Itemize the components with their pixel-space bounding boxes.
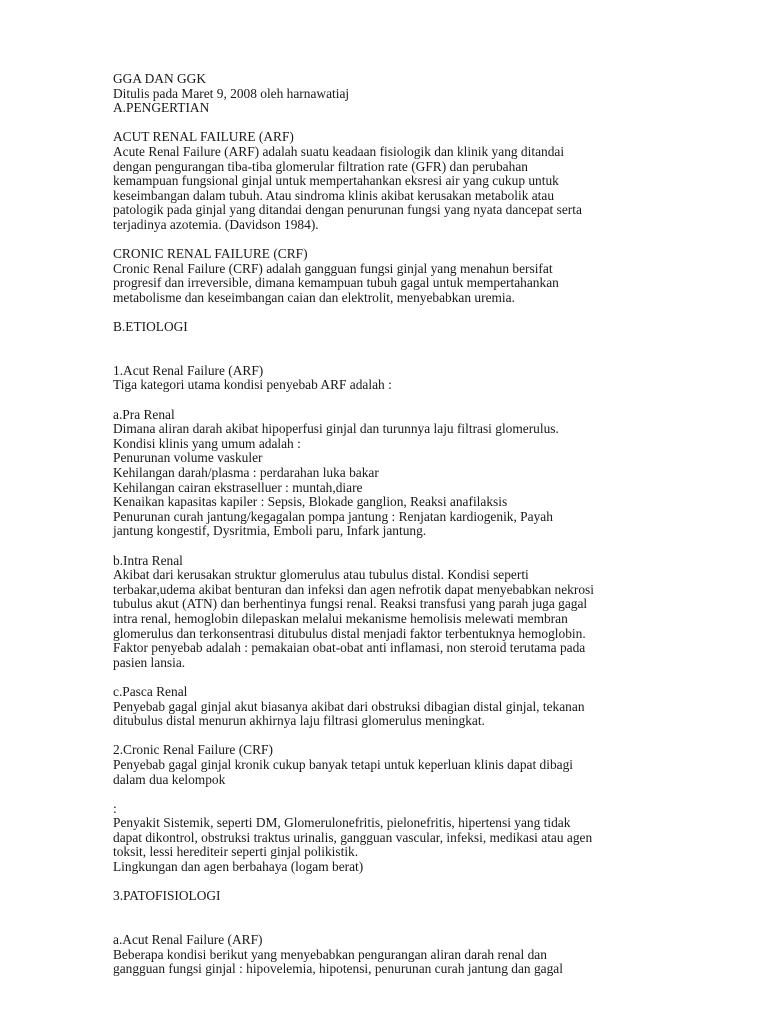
text-line: Penurunan volume vaskuler xyxy=(113,450,263,466)
text-line: keseimbangan dalam tubuh. Atau sindroma klinis akibat kerusakan metabolik atau xyxy=(113,187,555,203)
text-line xyxy=(113,335,653,350)
text-line: dapat dikontrol, obstruksi traktus urinalis, gangguan vascular, infeksi, medikasi atau agen xyxy=(113,829,593,845)
document-section xyxy=(113,743,653,889)
document-section xyxy=(113,889,653,933)
document-byline: Ditulis pada Maret 9, 2008 oleh harnawatiaj xyxy=(113,85,350,101)
text-line: Akibat dari kerusakan struktur glomerulus atau tubulus distal. Kondisi seperti xyxy=(113,567,529,583)
text-line: 2.Cronic Renal Failure (CRF) xyxy=(113,742,273,758)
document-section xyxy=(113,685,653,743)
text-line: patologik pada ginjal yang ditandai dengan penurunan fungsi yang nyata dancepat serta xyxy=(113,202,582,218)
text-line: : xyxy=(113,800,117,816)
text-line: 3.PATOFISIOLOGI xyxy=(113,888,221,904)
text-line: b.Intra Renal xyxy=(113,552,183,568)
text-line: dengan pengurangan tiba-tiba glomerular filtration rate (GFR) dan perubahan xyxy=(113,158,528,174)
text-line: Tiga kategori utama kondisi penyebab ARF adalah : xyxy=(113,377,392,393)
text-line: a.Acut Renal Failure (ARF) xyxy=(113,932,263,948)
document-page xyxy=(113,72,653,977)
text-line: Lingkungan dan agen berbahaya (logam berat) xyxy=(113,859,364,875)
text-line: Penurunan curah jantung/kegagalan pompa jantung : Renjatan kardiogenik, Payah xyxy=(113,508,553,524)
text-line: terbakar,udema akibat benturan dan infeksi dan agen nefrotik dapat menyebabkan nekrosi xyxy=(113,581,594,597)
text-line: terjadinya azotemia. (Davidson 1984). xyxy=(113,216,319,232)
text-line xyxy=(113,539,653,554)
text-line: intra renal, hemoglobin dilepaskan melalui mekanisme hemolisis melewati membran xyxy=(113,610,568,626)
text-line xyxy=(113,393,653,408)
text-line: ACUT RENAL FAILURE (ARF) xyxy=(113,129,294,145)
document-section xyxy=(113,101,653,130)
text-line xyxy=(113,904,653,919)
text-line: toksit, lessi herediteir seperti ginjal polikistik. xyxy=(113,844,359,860)
text-line xyxy=(113,729,653,744)
text-line: Kondisi klinis yang umum adalah : xyxy=(113,435,301,451)
text-line: gangguan fungsi ginjal : hipovelemia, hipotensi, penurunan curah jantung dan gagal xyxy=(113,961,563,977)
text-line: B.ETIOLOGI xyxy=(113,319,188,335)
document-body xyxy=(113,101,653,977)
text-line: A.PENGERTIAN xyxy=(113,100,210,116)
text-line: Dimana aliran darah akibat hipoperfusi ginjal dan turunnya laju filtrasi glomerulus. xyxy=(113,421,559,437)
text-line: 1.Acut Renal Failure (ARF) xyxy=(113,362,264,378)
text-line: Kehilangan cairan ekstraselluer : muntah,diare xyxy=(113,479,363,495)
text-line: CRONIC RENAL FAILURE (CRF) xyxy=(113,246,308,262)
text-line xyxy=(113,875,653,890)
text-line: a.Pra Renal xyxy=(113,406,175,422)
text-line: Kehilangan darah/plasma : perdarahan luka bakar xyxy=(113,465,379,481)
text-line xyxy=(113,670,653,685)
text-line xyxy=(113,233,653,248)
text-line: Penyakit Sistemik, seperti DM, Glomerulonefritis, pielonefritis, hipertensi yang tidak xyxy=(113,815,571,831)
text-line xyxy=(113,116,653,131)
text-line xyxy=(113,787,653,802)
text-line: Acute Renal Failure (ARF) adalah suatu keadaan fisiologik dan klinik yang ditandai xyxy=(113,143,565,159)
text-line xyxy=(113,306,653,321)
document-section xyxy=(113,130,653,247)
text-line: glomerulus dan terkonsentrasi ditubulus distal menjadi faktor terbentuknya hemoglobin. xyxy=(113,625,586,641)
text-line xyxy=(113,349,653,364)
document-title: GGA DAN GGK xyxy=(113,71,206,86)
text-line: dalam dua kelompok xyxy=(113,771,226,787)
text-line: progresif dan irreversible, dimana kemampuan tubuh gagal untuk mempertahankan xyxy=(113,275,559,291)
text-line: Beberapa kondisi berikut yang menyebabkan pengurangan aliran darah renal dan xyxy=(113,946,547,962)
text-line: c.Pasca Renal xyxy=(113,683,188,699)
text-line: Cronic Renal Failure (CRF) adalah gangguan fungsi ginjal yang menahun bersifat xyxy=(113,260,553,276)
text-line: Kenaikan kapasitas kapiler : Sepsis, Blokade ganglion, Reaksi anafilaksis xyxy=(113,494,508,510)
text-line: metabolisme dan keseimbangan caian dan elektrolit, menyebabkan uremia. xyxy=(113,289,515,305)
document-section xyxy=(113,933,653,977)
text-line: pasien lansia. xyxy=(113,654,186,670)
text-line xyxy=(113,918,653,933)
text-line: tubulus akut (ATN) dan berhentinya fungsi renal. Reaksi transfusi yang parah juga gagal xyxy=(113,596,588,612)
document-section xyxy=(113,554,653,685)
text-line: Faktor penyebab adalah : pemakaian obat-obat anti inflamasi, non steroid terutama pada xyxy=(113,640,586,656)
document-section xyxy=(113,364,653,408)
text-line: ditubulus distal menurun akhirnya laju filtrasi glomerulus meningkat. xyxy=(113,713,485,729)
document-section xyxy=(113,247,653,320)
text-line: Penyebab gagal ginjal akut biasanya akibat dari obstruksi dibagian distal ginjal, tekanan xyxy=(113,698,585,714)
text-line: jantung kongestif, Dysritmia, Emboli paru, Infark jantung. xyxy=(113,523,427,539)
document-section xyxy=(113,320,653,364)
text-line: Penyebab gagal ginjal kronik cukup banyak tetapi untuk keperluan klinis dapat dibagi xyxy=(113,756,573,772)
text-line: kemampuan fungsional ginjal untuk mempertahankan eksresi air yang cukup untuk xyxy=(113,173,559,189)
document-section xyxy=(113,408,653,554)
